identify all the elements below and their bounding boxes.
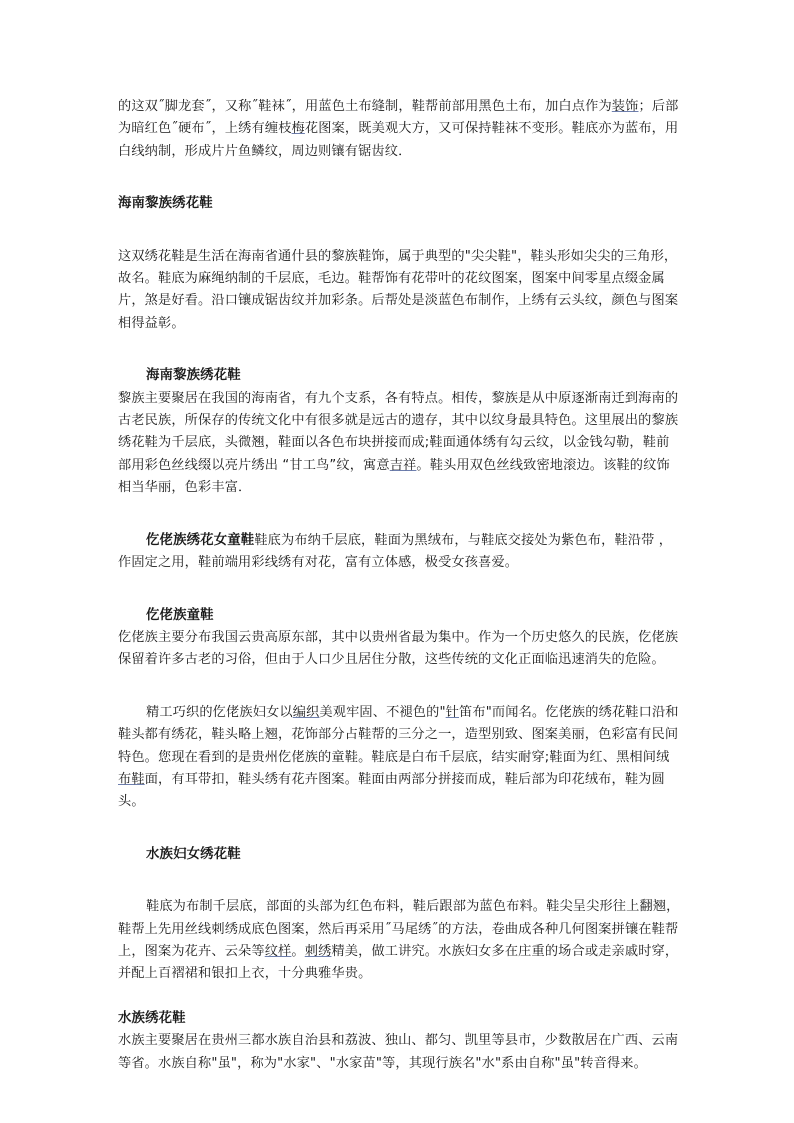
paragraph-shui-intro: 水族主要聚居在贵州三都水族自治县和荔波、独山、都匀、凯里等县市，少数散居在广西、云南等省。水族自称"虽"，称为"水家"、"水家苗"等，其现行族名"水"系由自称"虽"转音得来。 (118, 1033, 679, 1071)
paragraph-jiaolongtao (118, 96, 680, 163)
link-cixiu[interactable]: 刺绣 (304, 943, 332, 959)
heading-hainan-li-1: 海南黎族绣花鞋 (118, 196, 213, 212)
heading-shui-shoe: 水族绣花鞋 (118, 1010, 186, 1026)
paragraph-text: 精工巧织的仡佬族妇女以 (146, 704, 293, 720)
paragraph-hainan-li-2 (118, 388, 680, 500)
link-zhuangshi[interactable]: 装饰 (611, 99, 639, 114)
heading-shui-women-shoe: 水族妇女绣花鞋 (146, 846, 241, 862)
paragraph-text: 面，有耳带扣，鞋头绣有花卉图案。鞋面由两部分拼接而成，鞋后部为印花绒布，鞋为圆头。 (118, 771, 665, 810)
paragraph-text: 笛布"而闻名。仡佬族的绣花鞋口沿和鞋头都有绣花，鞋头略上翘，花饰部分占鞋帮的三分之一，造型别致、图案美丽，色彩富有民间特色。您现在看到的是贵州仡佬族的童鞋。鞋底是白布千层底，结实耐穿;鞋面为红、黑相间绒 (118, 704, 679, 765)
inline-heading-gelao-girl-shoe: 仡佬族绣花女童鞋 (146, 532, 255, 548)
paragraph-text: 。鞋头用双色丝线致密地滚边。该鞋的纹饰相当华丽，色彩丰富． (118, 457, 670, 496)
heading-hainan-li-2: 海南黎族绣花鞋 (146, 368, 241, 384)
paragraph-text: 美观牢固、不褪色的" (319, 704, 446, 720)
paragraph-text: 的这双˝脚龙套˝，又称˝鞋袜˝，用蓝色土布缝制，鞋帮前部用黑色土布，加白点作为 (118, 99, 612, 114)
paragraph-hainan-li-1: 这双绣花鞋是生活在海南省通什县的黎族鞋饰，属于典型的"尖尖鞋"，鞋头形如尖尖的三角形，故名。鞋底为麻绳纳制的千层底，毛边。鞋帮饰有花带叶的花纹图案，图案中间零星点缀金属片，煞是好看。沿口镶成锯齿纹并加彩条。后帮处是淡蓝色布制作，上绣有云头纹，颜色与图案相得益彰。 (118, 248, 679, 331)
paragraph-text: 鞋底为布纳千层底，鞋面为黑绒布，与鞋底交接处为紫色布，鞋沿带 ，作固定之用，鞋前端用彩线绣有对花，富有立体感，极受女孩喜爱。 (118, 532, 673, 571)
link-bianzhi[interactable]: 编织 (292, 704, 320, 720)
link-wenyang[interactable]: 纹样 (264, 943, 292, 959)
paragraph-text: 花图案，既美观大方，又可保持鞋袜不变形。鞋底亦为蓝布，用白线纳制，形成片片鱼鳞纹，周边则镶有锯齿纹． (118, 121, 679, 159)
paragraph-text: 精美，做工讲究。水族妇女多在庄重的场合或走亲戚时穿，并配上百褶裙和银扣上衣，十分典雅华贵。 (118, 943, 679, 982)
paragraph-gelao-girl-shoe (118, 530, 680, 575)
document-page (118, 96, 680, 1075)
paragraph-text: 鞋底为布制千层底，部面的头部为红色布料，鞋后跟部为蓝色布料。鞋尖呈尖形往上翻翘，鞋帮上先用丝线刺绣成底色图案，然后再采用˝马尾绣˝的方法，卷曲成各种几何图案拼镶在鞋帮上，图案为花卉、云朵等 (118, 899, 680, 959)
heading-gelao-child-shoe: 仡佬族童鞋 (146, 607, 214, 623)
link-buxie[interactable]: 布鞋 (118, 771, 145, 787)
paragraph-text: 黎族主要聚居在我国的海南省，有九个支系，各有特点。相传，黎族是从中原逐渐南迁到海南的古老民族，所保存的传统文化中有很多就是远古的遗存，其中以纹身最具特色。这里展出的黎族绣花鞋为千层底，头微翘，鞋面以各色布块拼接而成;鞋面通体绣有勾云纹，以金钱勾勒，鞋前部用彩色丝线缀以亮片绣出 “甘工鸟”纹，寓意 (118, 390, 679, 473)
link-mei[interactable]: 梅 (291, 121, 305, 137)
paragraph-gelao-detail (118, 702, 680, 814)
paragraph-shui-women-shoe (118, 896, 680, 986)
link-jixiang[interactable]: 吉祥 (389, 457, 417, 473)
paragraph-gelao-intro: 仡佬族主要分布我国云贵高原东部，其中以贵州省最为集中。作为一个历史悠久的民族，仡佬族保留着许多古老的习俗，但由于人口少且居住分散，这些传统的文化正面临迅速消失的危险。 (118, 629, 679, 668)
paragraph-text: 。 (291, 943, 305, 959)
paragraph-text: ；后部为暗红色˝硬布˝，上绣有缠枝 (118, 99, 679, 137)
link-zhen[interactable]: 针 (445, 704, 460, 720)
